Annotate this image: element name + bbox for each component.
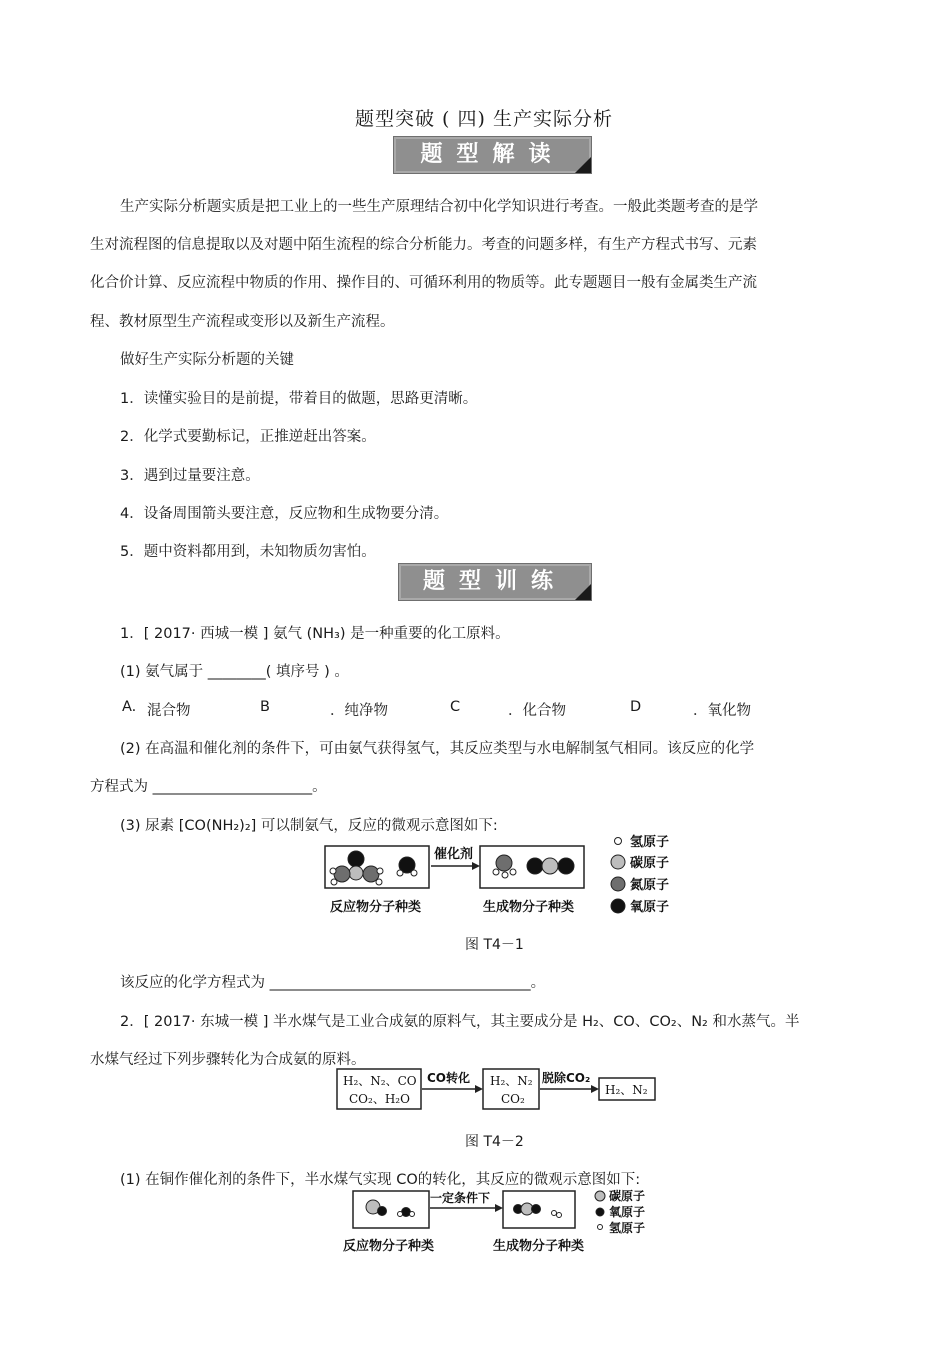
fig1-caption: 图 T4－1 — [465, 937, 524, 953]
intro-line-1: 生产实际分析题实质是把工业上的一些生产原理结合初中化学知识进行考查。一般此类题考查的是学 — [120, 199, 758, 215]
arrow-head-icon — [591, 1085, 599, 1093]
reactant-box — [353, 1191, 429, 1228]
fig1-arrow-label: 催化剂 — [434, 847, 474, 862]
legend-oxygen: 氧原子 — [630, 900, 670, 915]
q1-option-d-letter: D — [630, 699, 642, 715]
legend-oxygen: 氧原子 — [609, 1205, 646, 1219]
page-title: 题型突破 ( 四) 生产实际分析 — [355, 108, 613, 130]
flow-arrow-1-label: CO转化 — [427, 1071, 471, 1085]
intro-line-2: 生对流程图的信息提取以及对题中陌生流程的综合分析能力。考查的问题多样，有生产方程式书写、元素 — [90, 237, 757, 253]
flow-box-3-text: H₂、N₂ — [605, 1083, 648, 1097]
banner-corner-icon — [575, 157, 591, 173]
q1-part2-line1: (2) 在高温和催化剂的条件下，可由氨气获得氢气，其反应类型与水电解制氢气相同。该反应的化学 — [120, 741, 755, 757]
fig3-left-label: 反应物分子种类 — [343, 1239, 435, 1254]
q1-part2-line2: 方程式为 ______________________。 — [90, 779, 327, 795]
legend-hydrogen: 氢原子 — [630, 835, 670, 850]
legend-nitrogen: 氮原子 — [630, 878, 670, 893]
key-item-1: 1．读懂实验目的是前提，带着目的做题，思路更清晰。 — [120, 391, 478, 407]
flow-box-1-line1: H₂、N₂、CO — [343, 1074, 417, 1088]
arrow-head-icon — [495, 1204, 503, 1212]
legend-carbon: 碳原子 — [609, 1189, 646, 1203]
arrow-head-icon — [475, 1085, 483, 1093]
ammonia-molecule — [493, 855, 516, 878]
section-banner-interpretation — [393, 136, 592, 174]
legend-carbon: 碳原子 — [630, 856, 670, 871]
q1-option-d-text: ．氧化物 — [693, 703, 751, 719]
fig2-caption: 图 T4－2 — [465, 1134, 524, 1150]
water-molecule — [397, 857, 417, 876]
q1-part3: (3) 尿素 [CO(NH₂)₂] 可以制氨气，反应的微观示意图如下: — [120, 818, 498, 834]
q1-option-c-letter: C — [450, 699, 461, 715]
figure-t4-2-process-flow — [335, 1066, 660, 1112]
water-molecule — [398, 1208, 415, 1217]
section-banner-label: 题型解读 — [420, 142, 565, 167]
key-item-2: 2．化学式要勤标记，正推逆赶出答案。 — [120, 429, 376, 445]
q2-stem-line2: 水煤气经过下列步骤转化为合成氨的原料。 — [90, 1052, 366, 1068]
q1-option-b-text: ．纯净物 — [330, 703, 388, 719]
fig1-legend — [611, 834, 669, 915]
q1-option-a-letter: A. — [122, 699, 137, 715]
flow-box-2-line1: H₂、N₂ — [490, 1074, 533, 1088]
legend-hydrogen: 氢原子 — [609, 1221, 646, 1235]
fig1-left-label: 反应物分子种类 — [330, 900, 422, 915]
key-item-5: 5．题中资料都用到，未知物质勿害怕。 — [120, 544, 376, 560]
q2-part1: (1) 在铜作催化剂的条件下，半水煤气实现 CO的转化，其反应的微观示意图如下: — [120, 1172, 641, 1188]
intro-line-3: 化合价计算、反应流程中物质的作用、操作目的、可循环利用的物质等。此专题题目一般有金属类生产流 — [90, 275, 757, 291]
urea-molecule — [330, 851, 383, 885]
flow-arrow-2-label: 脱除CO₂ — [542, 1071, 591, 1085]
key-item-4: 4．设备周围箭头要注意，反应物和生成物要分清。 — [120, 506, 449, 522]
q1-option-a-text: 混合物 — [147, 703, 191, 719]
hydrogen-molecule — [552, 1211, 562, 1218]
figure-co-conversion-diagram — [340, 1186, 660, 1258]
q1-option-b-letter: B — [260, 699, 270, 715]
arrow-head-icon — [472, 862, 480, 870]
fig3-legend — [595, 1188, 645, 1235]
q1-stem: 1．[ 2017· 西城一模 ] 氨气 (NH₃) 是一种重要的化工原料。 — [120, 626, 510, 642]
carbon-monoxide-molecule — [366, 1200, 387, 1216]
flow-box-1-line2: CO₂、H₂O — [349, 1092, 410, 1106]
fig3-right-label: 生成物分子种类 — [493, 1239, 585, 1254]
flow-box-2-line2: CO₂ — [501, 1092, 525, 1106]
q2-stem-line1: 2．[ 2017· 东城一模 ] 半水煤气是工业合成氨的原料气，其主要成分是 H₂、CO、CO₂、N₂ 和水蒸气。半 — [120, 1014, 800, 1030]
section-banner-label: 题型训练 — [422, 569, 567, 594]
fig3-arrow-label: 一定条件下 — [430, 1191, 491, 1205]
intro-line-4: 程、教材原型生产流程或变形以及新生产流程。 — [90, 314, 395, 330]
banner-corner-icon — [575, 584, 591, 600]
fig1-right-label: 生成物分子种类 — [483, 900, 575, 915]
key-heading: 做好生产实际分析题的关键 — [120, 352, 294, 368]
key-item-3: 3．遇到过量要注意。 — [120, 468, 260, 484]
q1-option-c-text: ．化合物 — [508, 703, 566, 719]
q1-part1: (1) 氨气属于 ________( 填序号 ) 。 — [120, 664, 349, 680]
figure-t4-1-reaction-diagram — [320, 832, 680, 920]
section-banner-training — [398, 563, 592, 601]
carbon-dioxide-molecule — [514, 1203, 541, 1215]
q1-answer-line: 该反应的化学方程式为 ____________________________________。 — [120, 975, 546, 991]
carbon-dioxide-molecule — [527, 858, 574, 874]
